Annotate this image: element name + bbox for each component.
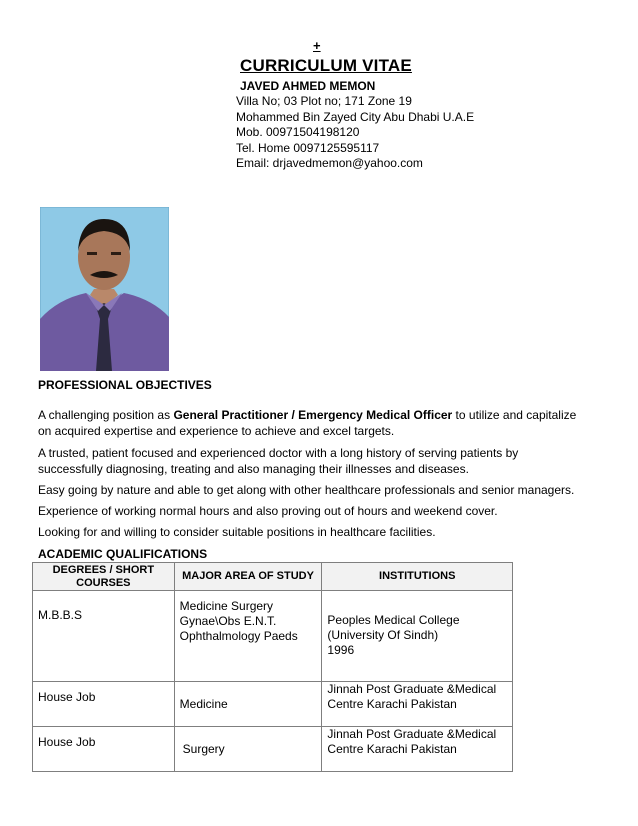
table-header-row: [33, 563, 513, 591]
objective-paragraph-4: Experience of working normal hours and also proving out of hours and weekend cover.: [38, 504, 498, 518]
objective-paragraph-5: Looking for and willing to consider suitable positions in healthcare facilities.: [38, 525, 436, 539]
degree-text: House Job: [38, 735, 96, 749]
degree-cell: [33, 682, 175, 727]
table-row: [33, 682, 513, 727]
table-row: [33, 727, 513, 772]
institution-line: Centre Karachi Pakistan: [327, 697, 457, 711]
area-line: Medicine Surgery: [179, 599, 274, 613]
column-header-institutions: INSTITUTIONS: [322, 563, 513, 591]
area-text: Surgery: [182, 742, 225, 756]
table-row: [33, 591, 513, 682]
institution-line: (University Of Sindh): [327, 628, 439, 642]
objective-paragraph-2: A trusted, patient focused and experienced doctor with a long history of serving patients by successfully diagnosing, treating and also managing their illnesses and diseases.: [38, 446, 519, 476]
institution-text: [322, 682, 512, 716]
document-title: CURRICULUM VITAE: [240, 56, 412, 75]
institution-line: Jinnah Post Graduate &Medical: [327, 682, 497, 696]
email-address: Email: drjavedmemon@yahoo.com: [236, 156, 423, 170]
degree-cell: [33, 727, 175, 772]
objectives-heading: PROFESSIONAL OBJECTIVES: [38, 378, 212, 392]
objective-paragraph-3: Easy going by nature and able to get along with other healthcare professionals and senior managers.: [38, 483, 575, 497]
address-line-2: Mohammed Bin Zayed City Abu Dhabi U.A.E: [236, 109, 475, 124]
area-cell: [174, 591, 322, 682]
mobile-number: Mob. 00971504198120: [236, 125, 360, 139]
institution-line: 1996: [327, 643, 355, 657]
address-line-1: Villa No; 03 Plot no; 171 Zone 19: [236, 94, 412, 108]
area-line: Ophthalmology Paeds: [179, 629, 298, 643]
academic-qualifications-table: [32, 562, 513, 772]
institution-line: Peoples Medical College: [327, 613, 460, 627]
column-header-degrees-line-2: COURSES: [76, 576, 131, 589]
institution-line: Centre Karachi Pakistan: [327, 742, 457, 756]
institution-cell: [322, 727, 513, 772]
objective-paragraph-1: [38, 408, 578, 439]
institution-text: [322, 591, 512, 662]
objective-text-start: A challenging position as: [38, 408, 174, 422]
profile-photo: [40, 207, 169, 371]
column-header-area: MAJOR AREA OF STUDY: [174, 563, 322, 591]
plus-mark: +: [313, 38, 321, 53]
institution-text: [322, 727, 512, 761]
academic-heading: ACADEMIC QUALIFICATIONS: [38, 547, 208, 561]
contact-block: [236, 94, 474, 172]
column-header-degrees: [33, 563, 175, 591]
objective-text-end: to utilize and capitalize on acquired expertise and experience to achieve and excel targets.: [38, 408, 577, 438]
institution-cell: [322, 591, 513, 682]
area-line: Gynae\Obs E.N.T.: [179, 614, 277, 628]
institution-cell: [322, 682, 513, 727]
area-cell: [174, 682, 322, 727]
column-header-degrees-line-1: DEGREES / SHORT: [52, 563, 155, 576]
applicant-name: JAVED AHMED MEMON: [240, 79, 376, 93]
degree-text: House Job: [38, 690, 96, 704]
institution-line: Jinnah Post Graduate &Medical: [327, 727, 497, 741]
area-cell: [174, 727, 322, 772]
home-telephone: Tel. Home 0097125595117: [236, 140, 380, 155]
area-text: [175, 591, 322, 648]
degree-text: M.B.B.S: [38, 608, 83, 622]
objective-role: General Practitioner / Emergency Medical Officer: [173, 408, 453, 422]
area-text: Medicine: [179, 697, 228, 711]
degree-cell: [33, 591, 175, 682]
